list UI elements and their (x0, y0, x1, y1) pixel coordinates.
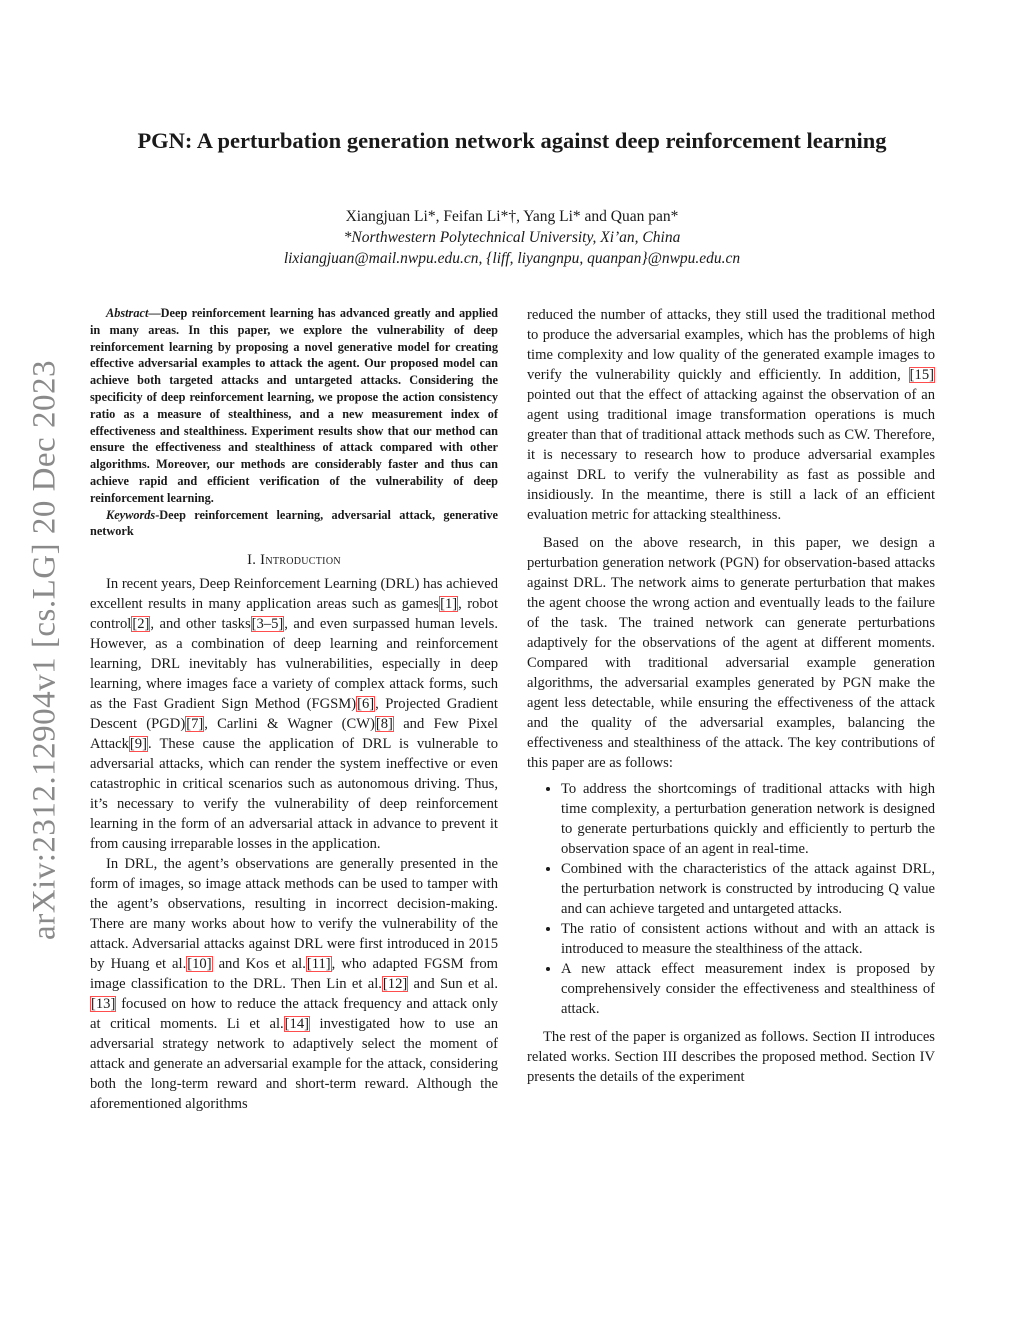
paper-title: PGN: A perturbation generation network against deep reinforcement learning (137, 128, 887, 153)
text-run: and Kos et al. (212, 956, 306, 973)
text-run: focused on how to reduce the attack frequency and attack only at critical moments. Li et al. (90, 996, 498, 1033)
text-run: . These cause the application of DRL is vulnerable to adversarial attacks, which can render the system ineffective or even catastrophic in critical scenarios such as autonomous driving. Thus, it’s necessary to verify the vulnerability of deep reinforcement learning in the form of an adversarial attack in advance to prevent it from causing irreparable losses in the application. (90, 736, 498, 853)
citation-link[interactable]: [13] (91, 996, 116, 1013)
citation-link[interactable]: [10] (187, 956, 212, 973)
citation-link[interactable]: [3–5] (251, 616, 284, 633)
text-run: reduced the number of attacks, they still used the traditional method to produce the adversarial examples, which has the problems of high time complexity and low quality of the generated example images to verify the vulnerability quickly and efficiently. In addition, (527, 307, 935, 383)
list-item: • To address the shortcomings of traditional attacks with high time complexity, a perturbation generation network is designed to generate perturbations quickly and efficiently to perturb the observation space of an agent in real-time. (561, 779, 935, 859)
citation-link[interactable]: [8] (375, 716, 393, 733)
citation-link[interactable]: [15] (909, 367, 934, 383)
citation-link[interactable]: [1] (440, 596, 458, 613)
text-run: , and even surpassed human levels. However, as a combination of deep learning and reinforcement learning, DRL inevitably has vulnerabilities, especially in deep learning, where images face a variety of complex attack forms, such as the Fast Gradient Sign Method (FGSM) (90, 616, 498, 713)
citation-link[interactable]: [12] (382, 976, 408, 993)
keywords-label: Keywords (106, 507, 156, 522)
abstract (90, 305, 498, 507)
arxiv-identifier: arXiv:2312.12904v1 [cs.LG] 20 Dec 2023 (26, 360, 63, 940)
intro-paragraph-2 (90, 854, 498, 1114)
left-column (90, 305, 498, 1114)
text-run: , who adapted FGSM from image classification to the DRL. Then Lin et al. (90, 956, 498, 993)
text-run: , and other tasks (150, 616, 251, 633)
contributions-list (527, 779, 935, 1019)
intro-paragraph-3 (527, 305, 935, 525)
arxiv-sidebar (20, 350, 70, 950)
abstract-text: —Deep reinforcement learning has advanced greatly and applied in many areas. In this paper, we explore the vulnerability of deep reinforcement learning by proposing a novel generative model for creating effective adversarial examples to attack the agent. Our proposed model can achieve both targeted attacks and untargeted attacks. Considering the specificity of deep reinforcement learning, we propose the action consistency ratio as a measure of stealthiness, and a new measurement index of effectiveness and stealthiness. Experiment results show that our method can ensure the effectiveness and stealthiness of attack compared with other algorithms. Moreover, our methods are considerably faster and thus can achieve rapid and efficient verification of the vulnerability of deep reinforcement learning. (90, 306, 498, 505)
citation-link[interactable]: [6] (357, 696, 375, 713)
list-item: • The ratio of consistent actions without and with an attack is introduced to measure the stealthiness of the attack. (561, 919, 935, 959)
text-run: and Few Pixel Attack (90, 716, 498, 753)
text-run: pointed out that the effect of attacking against the observation of an agent using traditional image transformation operations is much greater than that of traditional attack methods such as CW. Therefore, it is necessary to research how to produce adversarial examples against DRL to verify the vulnerability as fast as possible and insidiously. In the meantime, there is still a lack of an efficient evaluation metric for attacking stealthiness. (527, 387, 935, 523)
text-run: In recent years, Deep Reinforcement Learning (DRL) has achieved excellent results in many application areas such as games (90, 576, 498, 613)
intro-paragraph-1 (90, 574, 498, 854)
citation-link[interactable]: [7] (186, 716, 204, 733)
text-run: and Sun et al. (408, 976, 498, 993)
author-emails: lixiangjuan@mail.nwpu.edu.cn, {liff, liyangnpu, quanpan}@nwpu.edu.cn (283, 250, 741, 267)
list-item: • Combined with the characteristics of the attack against DRL, the perturbation network is constructed by introducing Q value and can achieve targeted and untargeted attacks. (561, 859, 935, 919)
keywords-text: -Deep reinforcement learning, adversarial attack, generative network (90, 507, 498, 539)
right-column (527, 305, 935, 1087)
keywords (90, 507, 498, 541)
author-names: Xiangjuan Li*, Feifan Li*†, Yang Li* and Quan pan* (345, 208, 679, 225)
affiliation: *Northwestern Polytechnical University, Xi’an, China (343, 229, 681, 246)
list-item: • A new attack effect measurement index is proposed by comprehensively consider the effectiveness and stealthiness of attack. (561, 959, 935, 1019)
text-run: , Projected Gradient Descent (PGD) (90, 696, 498, 733)
text-run: In DRL, the agent’s observations are generally presented in the form of images, so image attack methods can be used to tamper with the agent’s observations, resulting in incorrect decision-making. There are many works about how to verify the vulnerability of the attack. Adversarial attacks against DRL were first introduced in 2015 by Huang et al. (90, 856, 498, 973)
text-run: , Carlini & Wagner (CW) (204, 716, 375, 733)
citation-link[interactable]: [14] (284, 1016, 309, 1033)
intro-paragraph-4: Based on the above research, in this paper, we design a perturbation generation network (PGN) for observation-based attacks against DRL. The network aims to generate perturbation that makes the agent choose the wrong action and eventually leads to the failure of the task. The trained network can generate perturbations adaptively for the observations of the agent at different moments. Compared with traditional adversarial example generation algorithms, the adversarial examples generated by PGN make the agent less detectable, while ensuring the effectiveness of the attack and the quality of the adversarial examples, balancing the effectiveness and stealthiness of the attack. The key contributions of this paper are as follows: (527, 535, 935, 771)
citation-link[interactable]: [11] (306, 956, 331, 973)
citation-link[interactable]: [9] (129, 736, 147, 753)
text-run: , robot control (90, 596, 499, 633)
text-run: investigated how to use an adversarial strategy network to adaptively select the moment of attack and generate an adversarial example for the attack, considering both the long-term reward and short-term reward. Although the aforementioned algorithms (90, 1016, 498, 1113)
section-heading-introduction: I. Introduction (247, 552, 341, 569)
abstract-label: Abstract (106, 306, 149, 320)
author-block (0, 206, 1024, 269)
citation-link[interactable]: [2] (132, 616, 150, 633)
intro-paragraph-5: The rest of the paper is organized as follows. Section II introduces related works. Section III describes the proposed method. Section IV presents the details of the experiment (527, 1029, 935, 1085)
